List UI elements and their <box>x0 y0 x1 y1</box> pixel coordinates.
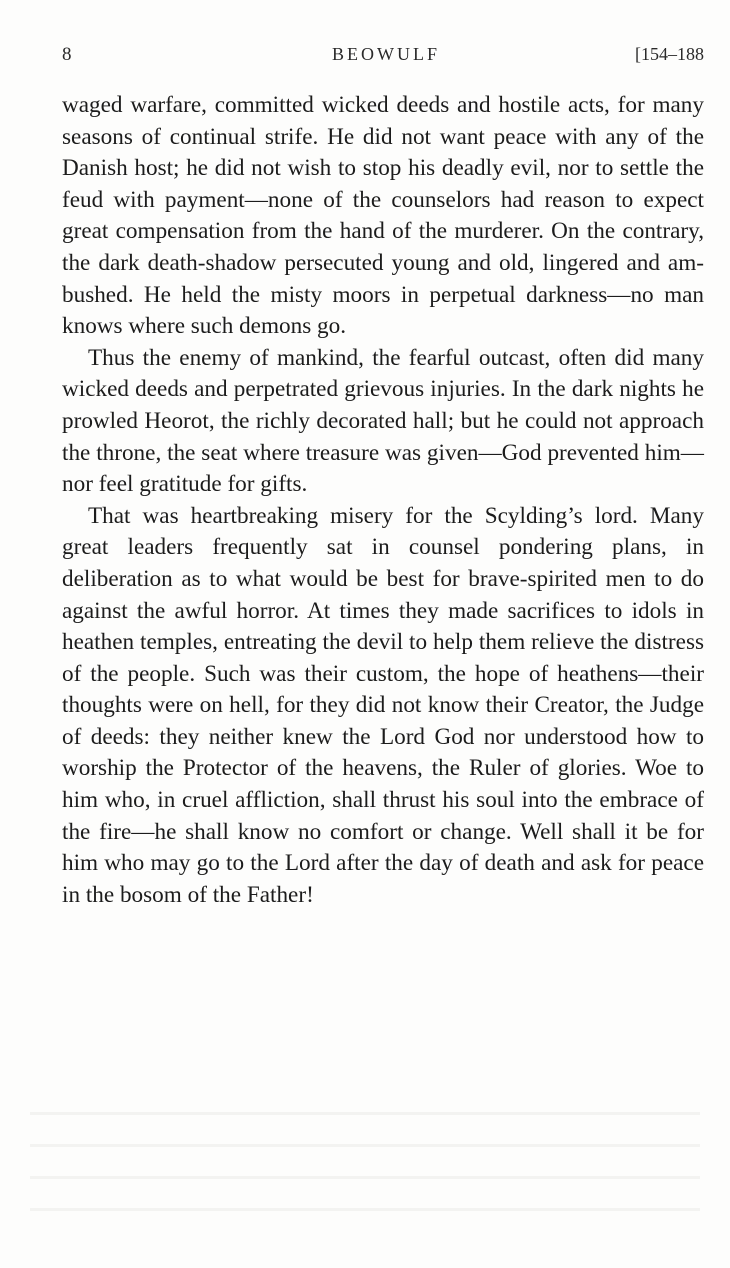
paragraph-3: That was heartbreaking misery for the Scylding’s lord. Many great leaders frequently sat in counsel pondering plans, in deliberation as to what would be best for brave-spirited men to do against the awful horror. At times they made sacrifices to idols in heathen temples, entreating the devil to help them relieve the distress of the people. Such was their custom, the hope of heathens—their thoughts were on hell, for they did not know their Creator, the Judge of deeds: they neither knew the Lord God nor understood how to worship the Protector of the heavens, the Ruler of glories. Woe to him who, in cruel affliction, shall thrust his soul into the embrace of the fire—he shall know no comfort or change. Well shall it be for him who may go to the Lord after the day of death and ask for peace in the bosom of the Father! <box>62 502 704 908</box>
show-through-line <box>30 1144 700 1147</box>
show-through-line <box>30 1176 700 1179</box>
paragraph-2: Thus the enemy of mankind, the fearful outcast, often did many wicked deeds and perpetrated grievous injuries. In the dark nights he prowled Heorot, the richly decorated hall; but he could not approach the throne, the seat where treasure was given—God prevented him—nor feel gratitude for gifts. <box>62 344 704 498</box>
show-through-line <box>30 1112 700 1115</box>
line-range: [154–188 <box>635 44 704 64</box>
show-through-line <box>30 1208 700 1211</box>
running-head <box>62 44 710 72</box>
paragraph-1: waged warfare, committed wicked deeds and hostile acts, for many seasons of continual strife. He did not want peace with any of the Danish host; he did not wish to stop his deadly evil, nor to settle the feud with payment—none of the counselors had reason to expect great compensation from the hand of the murderer. On the contrary, the dark death-shadow persecuted young and old, lingered and ambushed. He held the misty moors in perpetual darkness—no man knows where such demons go. <box>62 92 704 340</box>
body-text <box>62 90 704 911</box>
book-title: BEOWULF <box>332 44 440 64</box>
page-number: 8 <box>62 44 72 65</box>
